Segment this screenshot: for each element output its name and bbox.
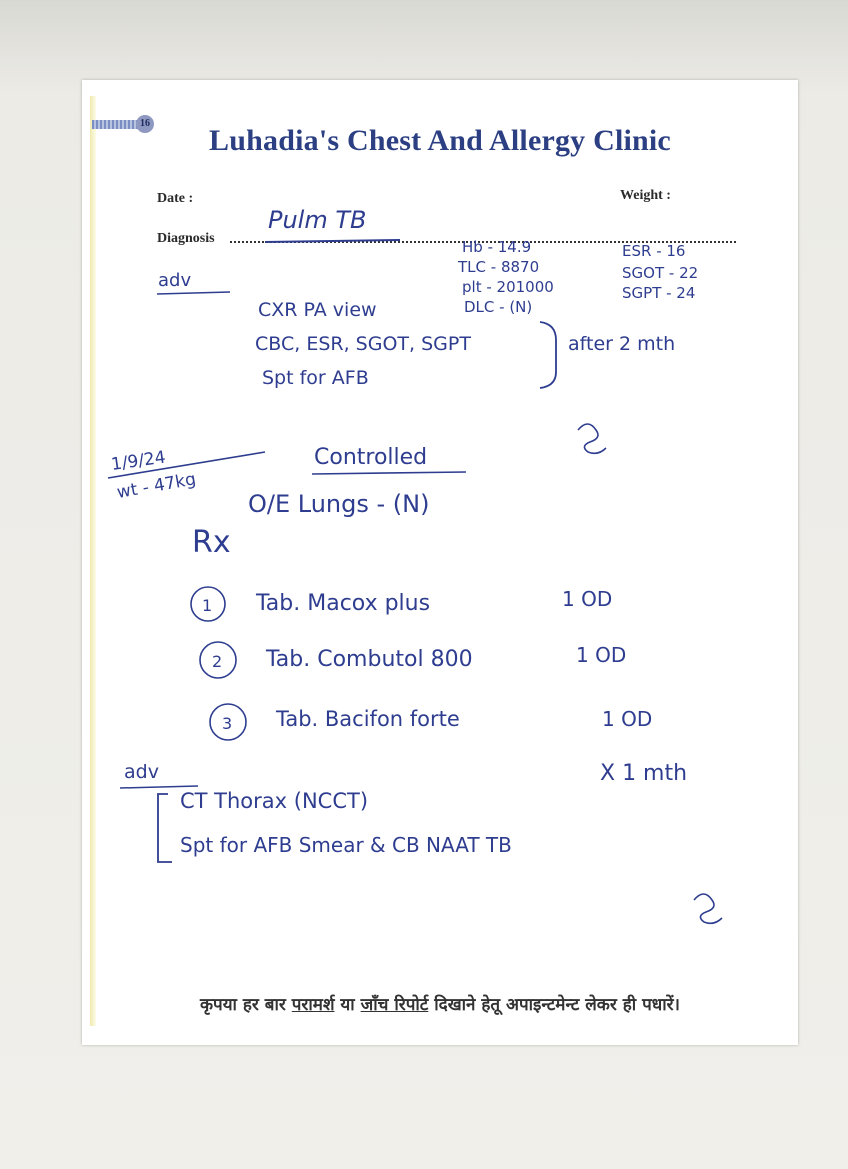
med-2-dose: 1 OD	[576, 643, 627, 667]
footer-part2: परामर्श	[291, 995, 335, 1015]
footer-part4: जाँच रिपोर्ट	[360, 995, 429, 1015]
lab-sgpt: SGPT - 24	[622, 284, 696, 302]
advice-sputum: Spt for AFB	[262, 367, 369, 389]
med-2-name: Tab. Combutol 800	[266, 647, 473, 672]
lab-hb: Hb - 14.9	[462, 238, 532, 256]
footer-notice	[82, 992, 798, 1015]
lab-tlc: TLC - 8870	[458, 258, 540, 276]
weight-label: Weight :	[620, 188, 671, 203]
advice-2-sputum: Spt for AFB Smear & CB NAAT TB	[180, 833, 512, 857]
status-underline	[312, 472, 466, 474]
lab-dlc: DLC - (N)	[464, 298, 533, 316]
duration: X 1 mth	[600, 761, 688, 786]
clinic-title: Luhadia's Chest And Allergy Clinic	[209, 124, 671, 157]
signature-1	[578, 424, 606, 453]
diagnosis-underline	[265, 240, 400, 242]
diagnosis-text: Pulm TB	[268, 206, 367, 234]
med-1-num: 1	[202, 596, 213, 615]
footer-part3: या	[334, 995, 361, 1015]
advice-bracket	[540, 322, 556, 388]
page-number: 16	[136, 115, 154, 133]
med-3-num: 3	[222, 714, 233, 733]
rx-symbol: Rx	[192, 525, 231, 560]
advice-cxr: CXR PA view	[258, 299, 377, 321]
signature-2	[694, 894, 722, 923]
footer-part1: कृपया हर बार	[199, 995, 292, 1015]
lab-sgot: SGOT - 22	[622, 264, 699, 282]
advice-2-heading: adv	[124, 761, 159, 783]
lab-esr: ESR - 16	[622, 242, 686, 260]
advice-2-ct: CT Thorax (NCCT)	[180, 789, 369, 813]
visit-weight: wt - 47kg	[115, 469, 198, 503]
advice-2-bracket	[158, 794, 172, 862]
advice-after: after 2 mth	[568, 333, 676, 355]
advice-2-underline	[120, 786, 198, 788]
med-1-name: Tab. Macox plus	[256, 591, 431, 616]
footer-part5: दिखाने हेतू अपाइन्टमेन्ट लेकर ही पधारें।	[428, 995, 680, 1015]
date-label: Date :	[157, 191, 194, 206]
diagnosis-label: Diagnosis	[157, 231, 215, 246]
lab-plt: plt - 201000	[462, 278, 554, 296]
advice-heading: adv	[158, 270, 192, 291]
med-2-num: 2	[212, 652, 223, 671]
med-1-dose: 1 OD	[562, 587, 613, 611]
advice-blood: CBC, ESR, SGOT, SGPT	[255, 333, 471, 355]
med-3-name: Tab. Bacifon forte	[276, 707, 460, 731]
med-3-dose: 1 OD	[602, 707, 653, 731]
status-controlled: Controlled	[314, 445, 428, 470]
advice-underline	[157, 292, 230, 294]
visit-date: 1/9/24	[109, 447, 167, 475]
exam-note: O/E Lungs - (N)	[248, 490, 430, 518]
